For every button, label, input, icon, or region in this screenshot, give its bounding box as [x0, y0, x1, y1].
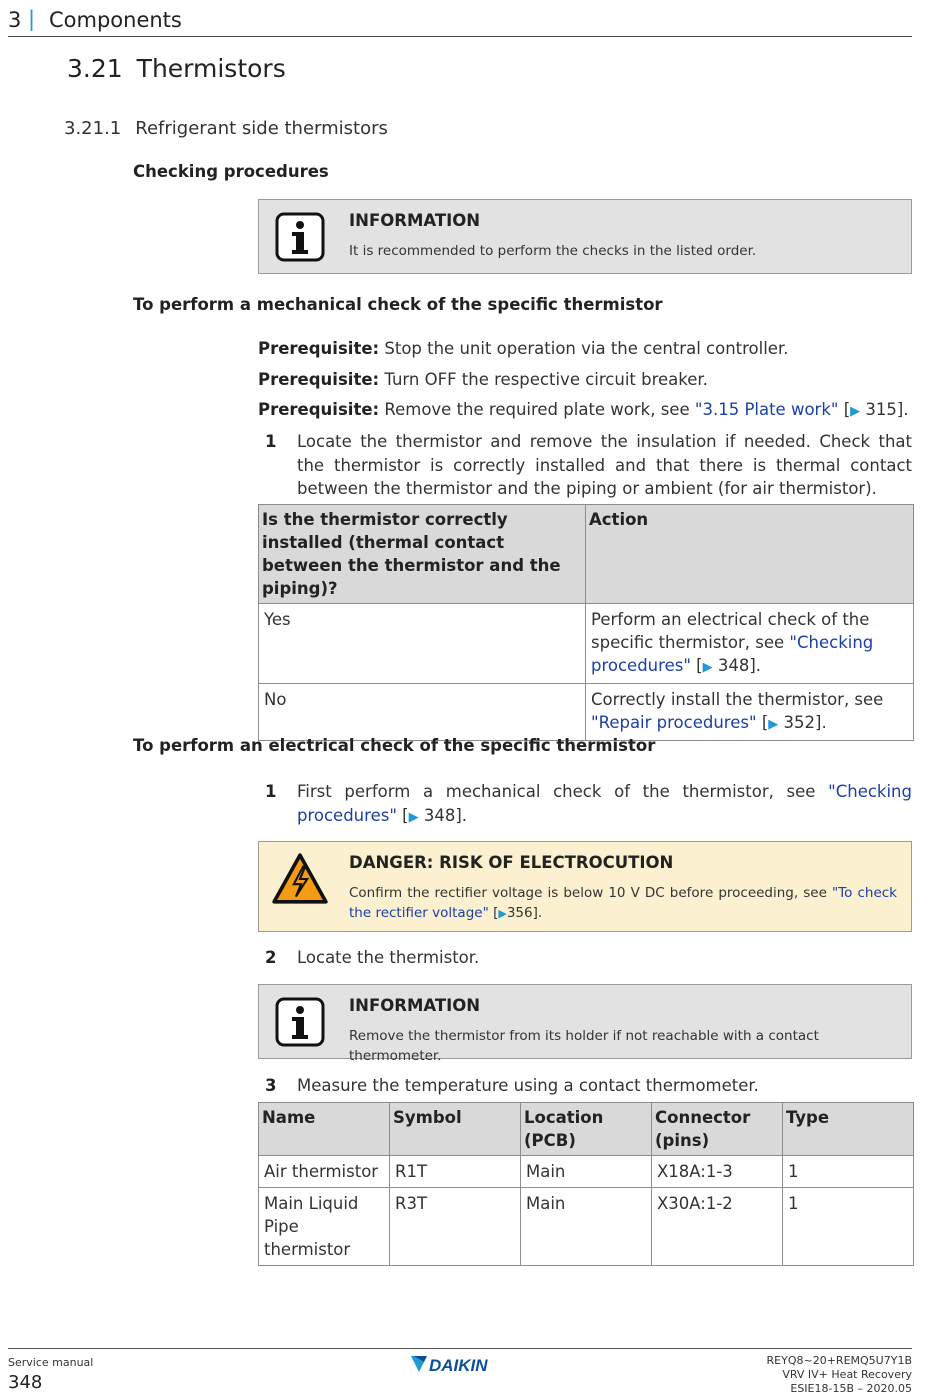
information-title: INFORMATION	[349, 996, 481, 1015]
repair-procedures-link[interactable]: "Repair procedures"	[591, 713, 757, 732]
mechanical-step-1	[265, 430, 912, 501]
electrical-step-1	[265, 780, 912, 829]
step-text: Locate the thermistor.	[297, 948, 480, 967]
table-cell: 1	[783, 1188, 914, 1266]
document-id: ESIE18-15B – 2020.05	[790, 1382, 912, 1395]
model-number: REYQ8~20+REMQ5U7Y1B	[766, 1354, 912, 1367]
prerequisite-label: Prerequisite:	[258, 400, 380, 419]
logo-text: DAIKIN	[429, 1356, 488, 1375]
page-ref-open: [	[690, 656, 703, 675]
page-ref-open: [	[756, 713, 769, 732]
step-text: Measure the temperature using a contact thermometer.	[297, 1076, 759, 1095]
subsection-number: 3.21.1	[64, 118, 122, 139]
electrical-step-3	[265, 1074, 912, 1098]
checking-procedures-link[interactable]: "Checking procedures"	[591, 633, 874, 675]
information-note-2	[258, 984, 912, 1064]
table-header-row	[259, 505, 914, 604]
table-header-cell: Type	[783, 1103, 914, 1156]
table-header-cell: Is the thermistor correctly installed (thermal contact between the thermistor and the piping)?	[259, 505, 586, 604]
table-header-row	[259, 1103, 914, 1156]
electrocution-warning-icon	[271, 852, 329, 906]
page-ref-number: 352	[778, 713, 816, 732]
table-row	[259, 684, 914, 741]
table-cell: Air thermistor	[259, 1156, 390, 1188]
table-cell: X18A:1-3	[652, 1156, 783, 1188]
table-cell	[586, 604, 914, 684]
page-ref-close: ].	[749, 656, 762, 675]
table-header-cell: Action	[586, 505, 914, 604]
page-ref-triangle-icon: ▶	[850, 404, 861, 419]
prerequisite-label: Prerequisite:	[258, 370, 380, 389]
step-number: 1	[265, 782, 277, 801]
page-ref-open: [	[396, 805, 409, 825]
electrical-step-2	[265, 946, 912, 970]
information-text: It is recommended to perform the checks in the listed order.	[349, 243, 757, 259]
section-title-text: Thermistors	[136, 54, 286, 83]
step-number: 3	[265, 1076, 277, 1095]
danger-text-body: Confirm the rectifier voltage is below 10 V DC before proceeding, see	[349, 885, 832, 901]
table-cell: X30A:1-2	[652, 1188, 783, 1266]
section-title	[67, 54, 286, 83]
table-row	[259, 1156, 914, 1188]
cell-text: Correctly install the thermistor, see	[591, 690, 884, 709]
table-row	[259, 1188, 914, 1266]
page-ref-close: ].	[455, 805, 468, 825]
page-ref-close: ].	[896, 400, 909, 419]
electrical-check-heading: To perform an electrical check of the specific thermistor	[133, 736, 656, 755]
page-ref-triangle-icon: ▶	[768, 717, 779, 732]
table-cell	[586, 684, 914, 741]
table-header-cell: Connector (pins)	[652, 1103, 783, 1156]
table-cell: No	[259, 684, 586, 741]
rectifier-voltage-link[interactable]: "To check the rectifier voltage"	[349, 885, 897, 921]
page-footer	[8, 1348, 912, 1395]
prerequisite-text: Turn OFF the respective circuit breaker.	[379, 370, 708, 389]
mechanical-check-table	[258, 504, 914, 741]
prerequisite-2	[258, 370, 912, 389]
chapter-number: 3	[8, 8, 22, 32]
step-number: 1	[265, 432, 277, 451]
prerequisite-1	[258, 339, 912, 358]
table-cell: R1T	[390, 1156, 521, 1188]
page-ref-open: [	[488, 905, 499, 921]
page-ref-open: [	[838, 400, 851, 419]
subsection-title-text: Refrigerant side thermistors	[135, 118, 388, 139]
checking-procedures-heading: Checking procedures	[133, 162, 329, 181]
page-header	[8, 6, 912, 37]
danger-text	[349, 883, 897, 924]
plate-work-link[interactable]: "3.15 Plate work"	[694, 400, 839, 419]
prerequisite-text: Remove the required plate work, see	[379, 400, 695, 419]
product-name: VRV IV+ Heat Recovery	[782, 1368, 912, 1381]
page-ref-number: 348	[712, 656, 750, 675]
table-cell: Main Liquid Pipe thermistor	[259, 1188, 390, 1266]
prerequisite-3	[258, 400, 912, 419]
information-title: INFORMATION	[349, 211, 481, 230]
step-text: Locate the thermistor and remove the insulation if needed. Check that the thermistor is correctly installed and that there is thermal contact between the thermistor and the piping or ambient (for air thermistor).	[297, 432, 912, 498]
table-cell: Yes	[259, 604, 586, 684]
table-cell: Main	[521, 1188, 652, 1266]
page-ref-triangle-icon: ▶	[498, 907, 507, 920]
section-number: 3.21	[67, 54, 123, 83]
step-text	[297, 780, 912, 829]
danger-note	[258, 841, 912, 932]
thermistor-table	[258, 1102, 914, 1266]
step-number: 2	[265, 948, 277, 967]
header-separator: |	[28, 7, 36, 31]
mechanical-check-heading: To perform a mechanical check of the specific thermistor	[133, 295, 663, 314]
subsection-title	[64, 118, 388, 139]
prerequisite-label: Prerequisite:	[258, 339, 380, 358]
daikin-logo-icon	[408, 1353, 512, 1375]
information-note	[258, 199, 912, 274]
page-ref-triangle-icon: ▶	[702, 660, 713, 675]
table-header-cell: Name	[259, 1103, 390, 1156]
page-ref-triangle-icon: ▶	[408, 809, 419, 825]
table-header-cell: Location (PCB)	[521, 1103, 652, 1156]
prerequisite-text: Stop the unit operation via the central controller.	[379, 339, 789, 358]
footer-doc-info	[767, 1354, 912, 1396]
table-cell: R3T	[390, 1188, 521, 1266]
information-text: Remove the thermistor from its holder if not reachable with a contact thermometer.	[349, 1028, 819, 1064]
table-row	[259, 604, 914, 684]
page-ref-close: ].	[532, 905, 543, 921]
table-header-cell: Symbol	[390, 1103, 521, 1156]
page-ref-number: 315	[860, 400, 897, 419]
table-cell: Main	[521, 1156, 652, 1188]
info-icon	[275, 997, 325, 1047]
page-number: 348	[8, 1372, 43, 1393]
page-ref-close: ].	[815, 713, 827, 732]
page-ref-number: 356	[506, 905, 533, 921]
checking-procedures-link[interactable]: "Checking procedures"	[297, 782, 912, 825]
table-cell: 1	[783, 1156, 914, 1188]
info-icon	[275, 212, 325, 262]
cell-text: Perform an electrical check of the specific thermistor, see	[591, 610, 870, 652]
chapter-title: Components	[49, 8, 182, 32]
danger-title: DANGER: RISK OF ELECTROCUTION	[349, 853, 674, 872]
step-text-body: First perform a mechanical check of the thermistor, see	[297, 782, 829, 801]
document-type: Service manual	[8, 1356, 94, 1369]
page-ref-number: 348	[418, 805, 456, 825]
